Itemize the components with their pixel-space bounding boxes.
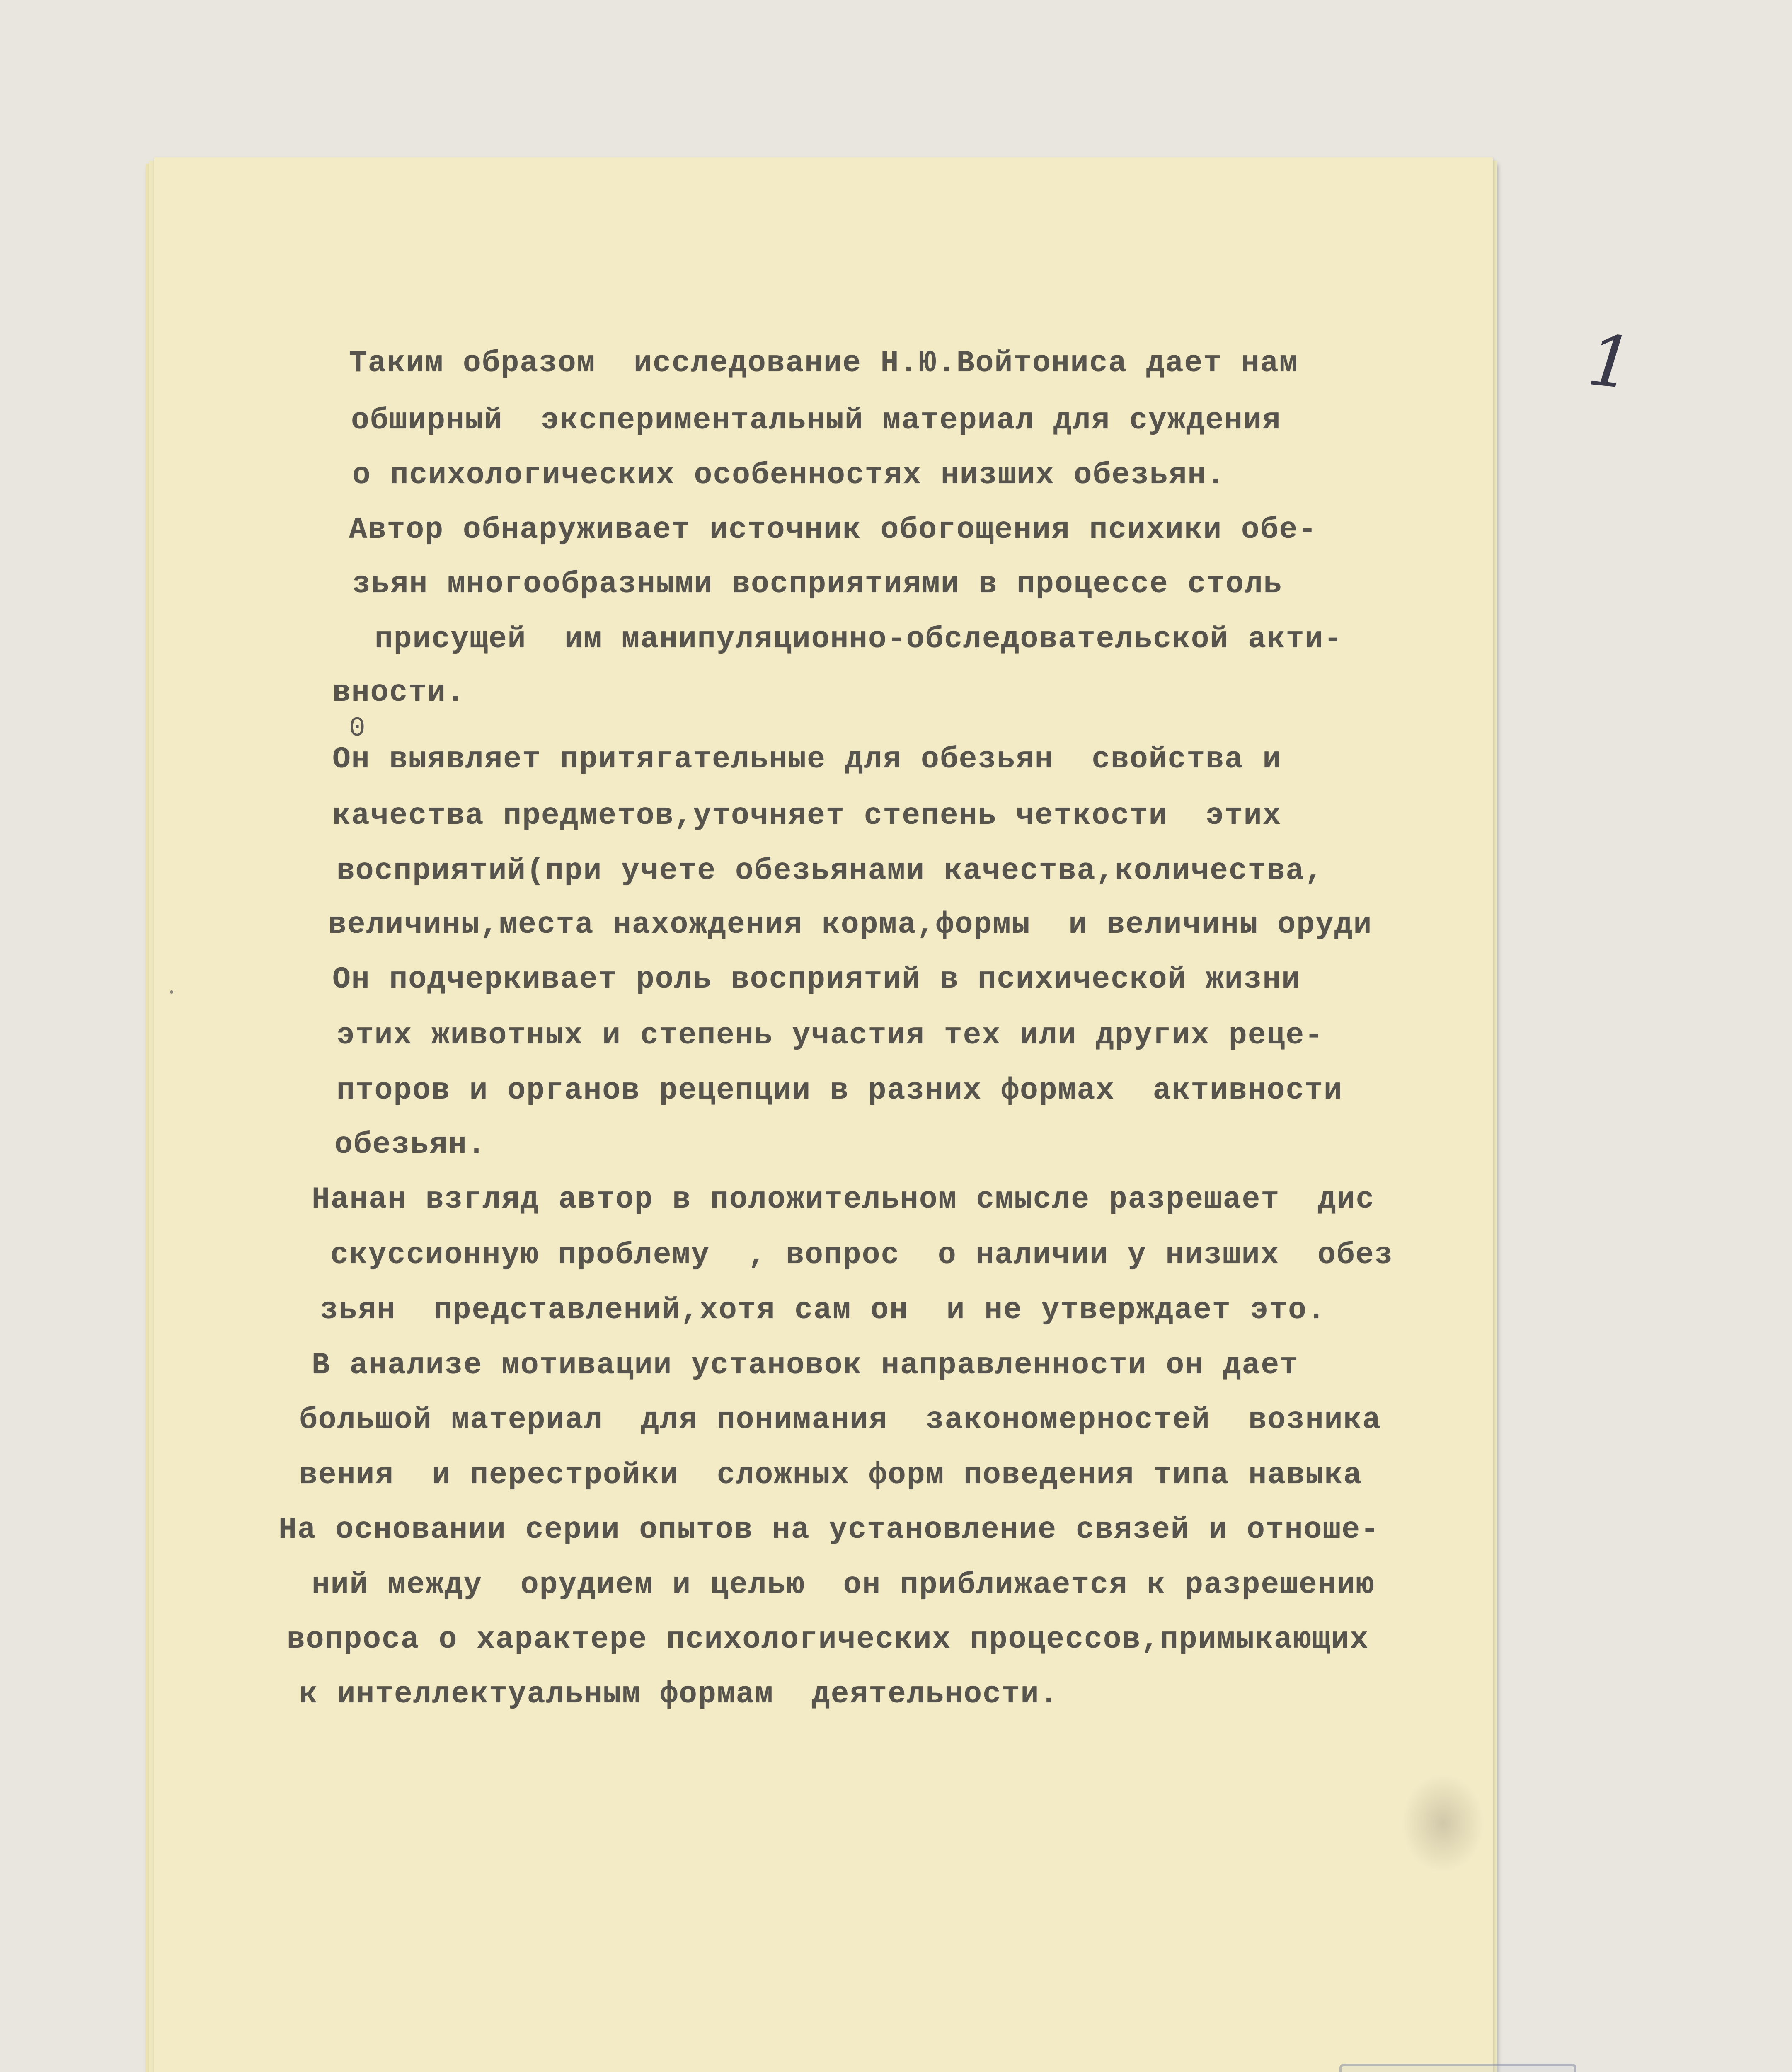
page-number: 1	[1584, 319, 1637, 406]
text-line: пторов и органов рецепции в разних формах активности	[337, 1073, 1343, 1108]
text-line: этих животных и степень участия тех или других рецe-	[337, 1018, 1324, 1053]
fingerprint-smudge	[1402, 1774, 1484, 1873]
text-line: величины,места нахождения корма,формы и величины оруди	[328, 908, 1373, 942]
text-line: восприятий(при учете обезьянами качества,количества,	[337, 854, 1324, 888]
dust-speck	[170, 990, 173, 994]
text-line: обезьян.	[334, 1128, 487, 1162]
text-line: В анализе мотивации установок направленности он дает	[312, 1348, 1299, 1382]
text-line: зьян представлений,хотя сам он и не утверждает это.	[320, 1293, 1326, 1327]
archive-stamp	[1339, 2064, 1576, 2072]
text-line: обширный экспериментальный материал для суждения	[351, 403, 1281, 438]
text-line: Таким образом исследование Н.Ю.Войтониса дает нам	[349, 346, 1298, 380]
document-page	[154, 157, 1637, 2072]
text-line: ний между орудием и целью он приближается к разрешению	[312, 1568, 1375, 1602]
text-line: Автор обнаруживает источник обогощения психики обе-	[349, 513, 1317, 547]
stray-mark: 0	[349, 713, 366, 744]
text-line: Нанан взгляд автор в положительном смысле разрешает дис	[312, 1182, 1375, 1217]
text-line: присущей им манипуляционно-обследовательской акти-	[375, 622, 1343, 656]
text-line: к интеллектуальным формам деятельности.	[299, 1677, 1059, 1711]
text-line: вности.	[332, 675, 465, 710]
text-line: о психологических особенностях низших обезьян.	[352, 458, 1226, 492]
text-line: Он выявляет притягательные для обезьян свойства и	[332, 742, 1282, 777]
text-line: качества предметов,уточняет степень четкости этих	[332, 799, 1282, 833]
text-line: скуссионную проблему , вопрос о наличии у низших обез	[330, 1238, 1394, 1272]
text-line: большой материал для понимания закономерностей возника	[299, 1403, 1382, 1437]
text-line: вопроса о характере психологических процессов,примыкающих	[287, 1622, 1369, 1657]
text-line: На основании серии опытов на установление связей и отноше-	[278, 1513, 1380, 1547]
text-line: Он подчеркивает роль восприятий в психической жизни	[332, 962, 1301, 997]
text-line: зьян многообразными восприятиями в процессе столь	[352, 567, 1283, 601]
text-line: вения и перестройки сложных форм поведения типа навыка	[299, 1458, 1363, 1492]
